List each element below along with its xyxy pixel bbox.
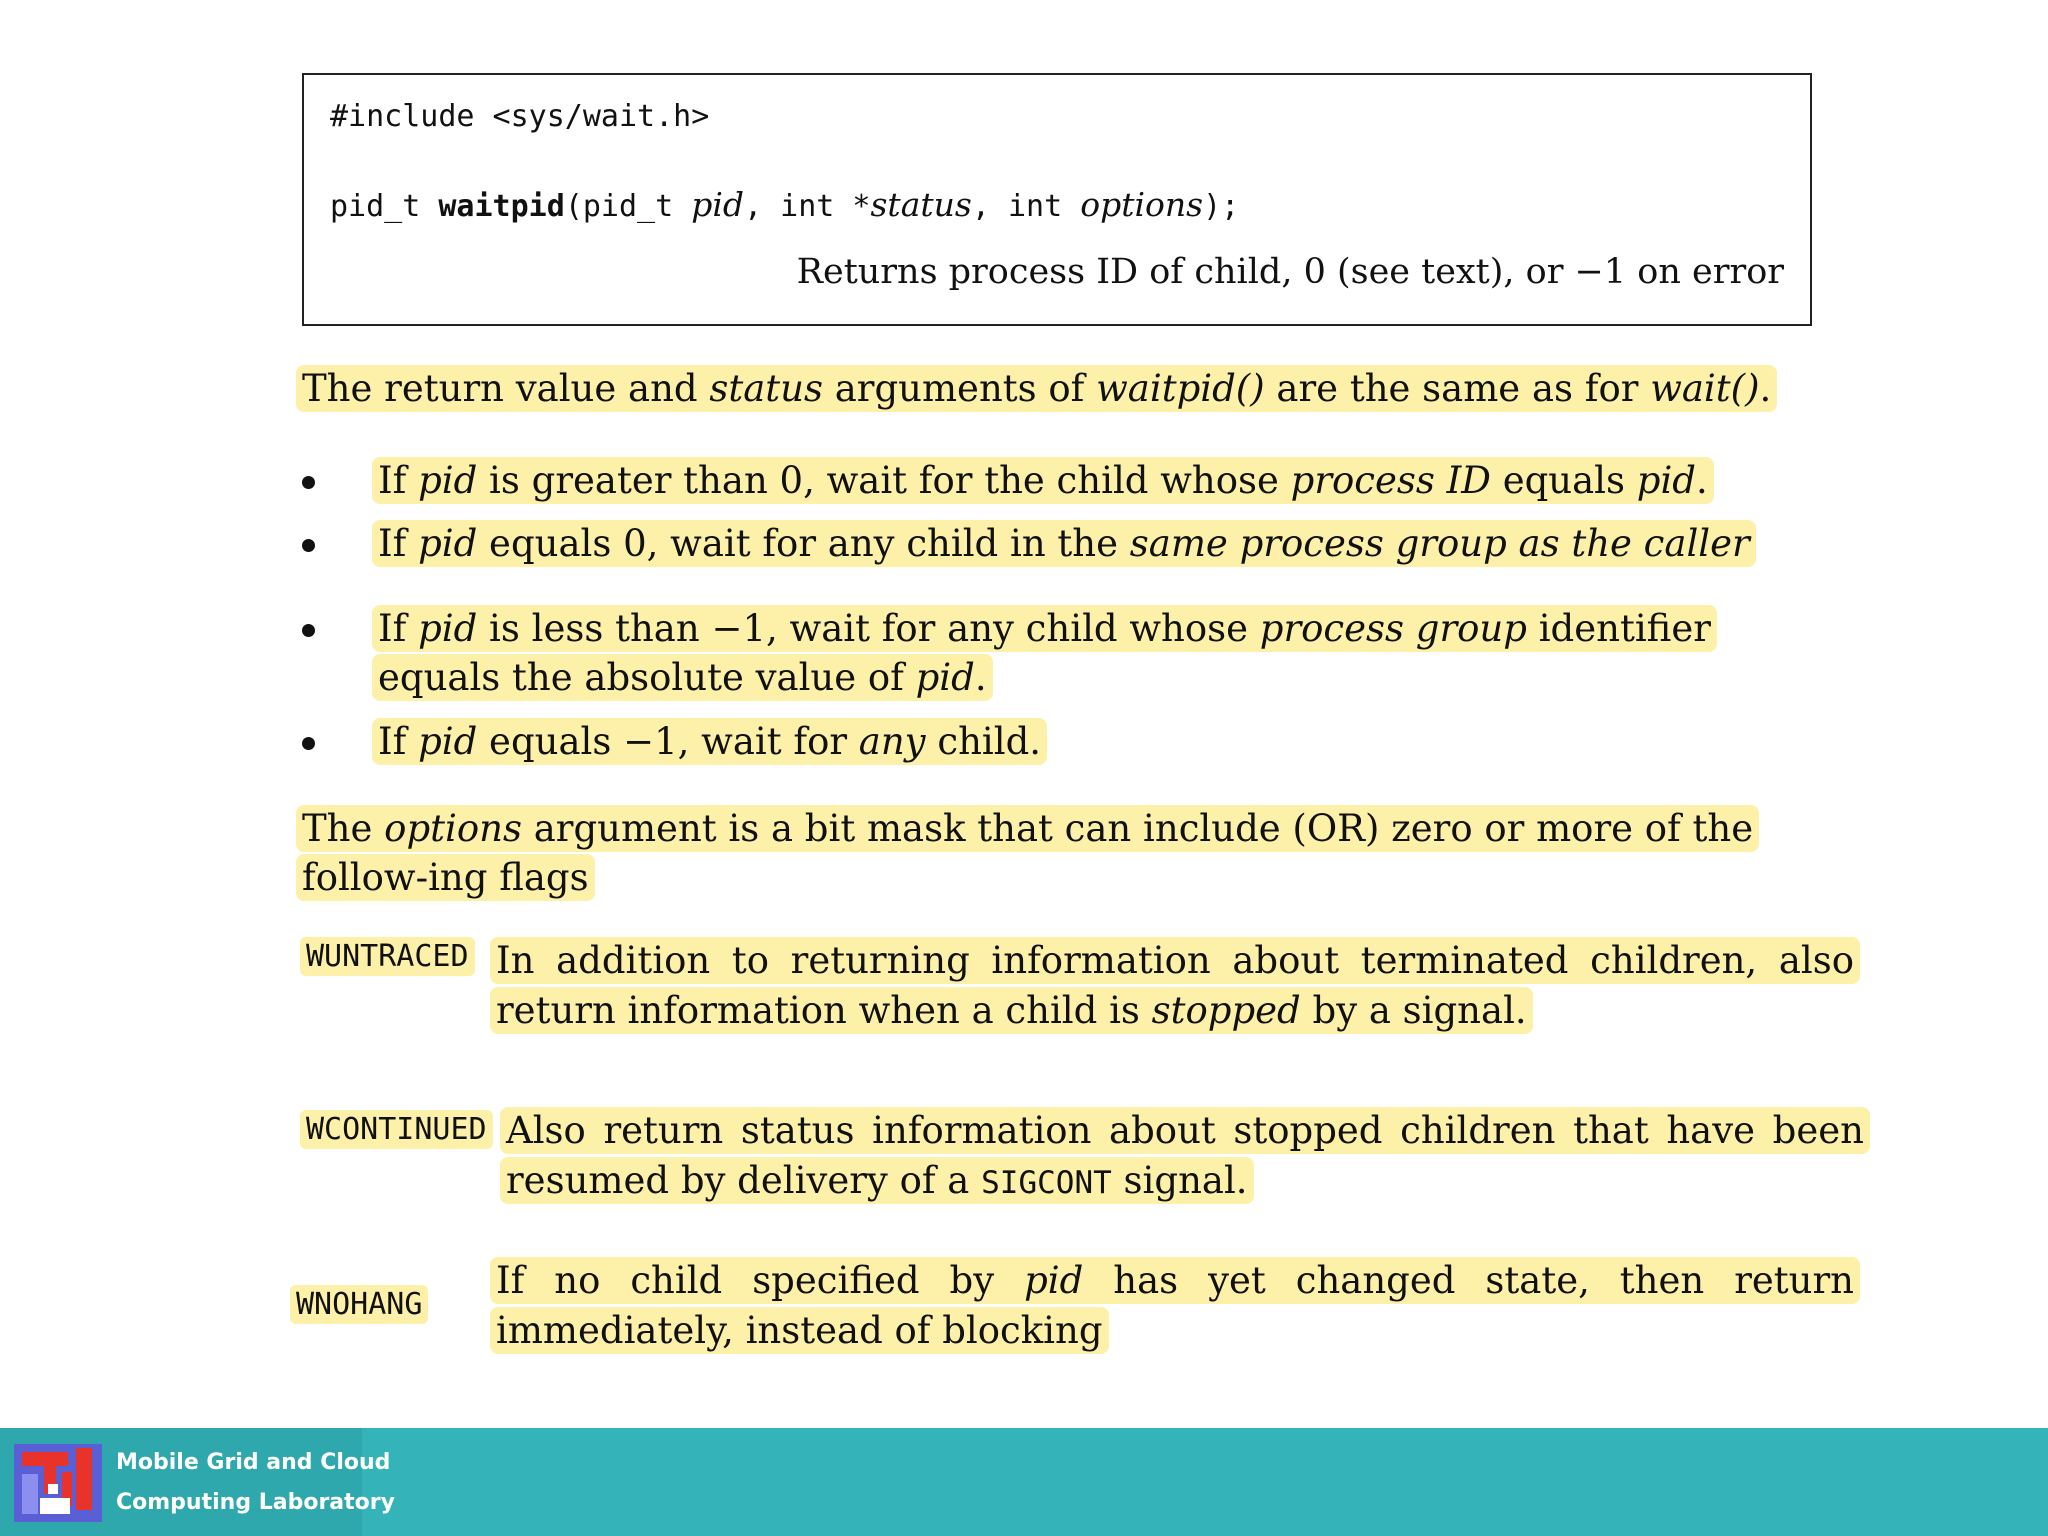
text: is greater than 0, wait for the child whose: [477, 459, 1291, 502]
bullet-dot-icon: [302, 539, 315, 552]
emphasis: pid: [418, 720, 478, 763]
emphasis: pid: [418, 607, 478, 650]
text: If: [378, 459, 419, 502]
function-name: waitpid: [438, 189, 565, 224]
text: If: [378, 522, 419, 565]
text: .: [1759, 367, 1772, 410]
emphasis: any: [858, 720, 926, 763]
list-item-text: [372, 717, 1822, 767]
flag-description: [490, 1256, 1860, 1356]
emphasis: waitpid(): [1096, 367, 1265, 410]
options-paragraph: [296, 804, 1826, 902]
emphasis: process group: [1259, 607, 1527, 650]
list-item-text: [372, 456, 1822, 506]
text: In addition to returning information about terminated children, also return information when a child is: [496, 939, 1854, 1032]
emphasis: pid: [1024, 1259, 1084, 1302]
include-line: #include <sys/wait.h>: [330, 99, 710, 134]
function-synopsis-box: [302, 73, 1812, 326]
text: Also return status information about stopped children that have been resumed by delivery of a: [506, 1109, 1864, 1202]
signal-name: SIGCONT: [981, 1165, 1112, 1201]
lab-name-line2: Computing Laboratory: [116, 1490, 395, 1515]
text: by a signal.: [1300, 989, 1527, 1032]
returns-description: Returns process ID of child, 0 (see text), or −1 on error: [796, 252, 1784, 292]
prototype-part: , int: [971, 189, 1081, 224]
text: arguments of: [822, 367, 1097, 410]
bullet-dot-icon: [302, 737, 315, 750]
text: equals: [1490, 459, 1637, 502]
footer-bar: [0, 1428, 2048, 1536]
prototype-line: [330, 185, 1239, 224]
text: The return value and: [302, 367, 710, 410]
emphasis: pid: [418, 522, 478, 565]
text: has yet changed state, then return immediately, instead of blocking: [496, 1259, 1854, 1352]
flag-name-wuntraced: WUNTRACED: [300, 937, 475, 976]
emphasis: status: [709, 367, 823, 410]
bullet-dot-icon: [302, 624, 315, 637]
emphasis: pid: [1636, 459, 1696, 502]
highlighted-text: [296, 365, 1777, 412]
emphasis: pid: [915, 656, 975, 699]
list-item-text: [372, 604, 1822, 702]
prototype-part: );: [1203, 189, 1240, 224]
text: equals 0, wait for any child in the: [477, 522, 1130, 565]
param-status: status: [870, 185, 972, 224]
bullet-dot-icon: [302, 476, 315, 489]
list-item-text: [372, 519, 1822, 569]
emphasis: stopped: [1151, 989, 1301, 1032]
text: argument is a bit mask that can include (OR) zero or more of the follow-ing flags: [302, 807, 1754, 899]
emphasis: pid: [418, 459, 478, 502]
param-options: options: [1080, 185, 1204, 224]
lab-logo: [0, 1428, 395, 1536]
text: If: [378, 720, 419, 763]
emphasis: wait(): [1650, 367, 1760, 410]
text: child.: [925, 720, 1042, 763]
flag-name-wnohang: WNOHANG: [290, 1285, 428, 1324]
prototype-part: (pid_t: [564, 189, 692, 224]
emphasis: process ID: [1290, 459, 1491, 502]
text: equals −1, wait for: [477, 720, 859, 763]
text: is less than −1, wait for any child whose: [477, 607, 1260, 650]
flag-description: [500, 1106, 1870, 1208]
text: signal.: [1111, 1159, 1248, 1202]
prototype-part: , int *: [744, 189, 871, 224]
text: If no child specified by: [496, 1259, 1025, 1302]
param-pid: pid: [691, 185, 745, 224]
text: .: [1696, 459, 1708, 502]
lab-logo-icon: [14, 1444, 102, 1522]
text: If: [378, 607, 419, 650]
text: are the same as for: [1264, 367, 1651, 410]
emphasis: options: [384, 807, 522, 850]
text: The: [302, 807, 385, 850]
return-type: pid_t: [330, 189, 439, 224]
lab-name-line1: Mobile Grid and Cloud: [116, 1450, 391, 1475]
intro-paragraph: [296, 364, 1777, 414]
flag-description: [490, 936, 1860, 1036]
flag-name-wcontinued: WCONTINUED: [300, 1110, 493, 1149]
emphasis: same process group as the caller: [1129, 522, 1750, 565]
text: .: [974, 656, 987, 699]
text: identifier equals the absolute value of: [378, 607, 1711, 699]
